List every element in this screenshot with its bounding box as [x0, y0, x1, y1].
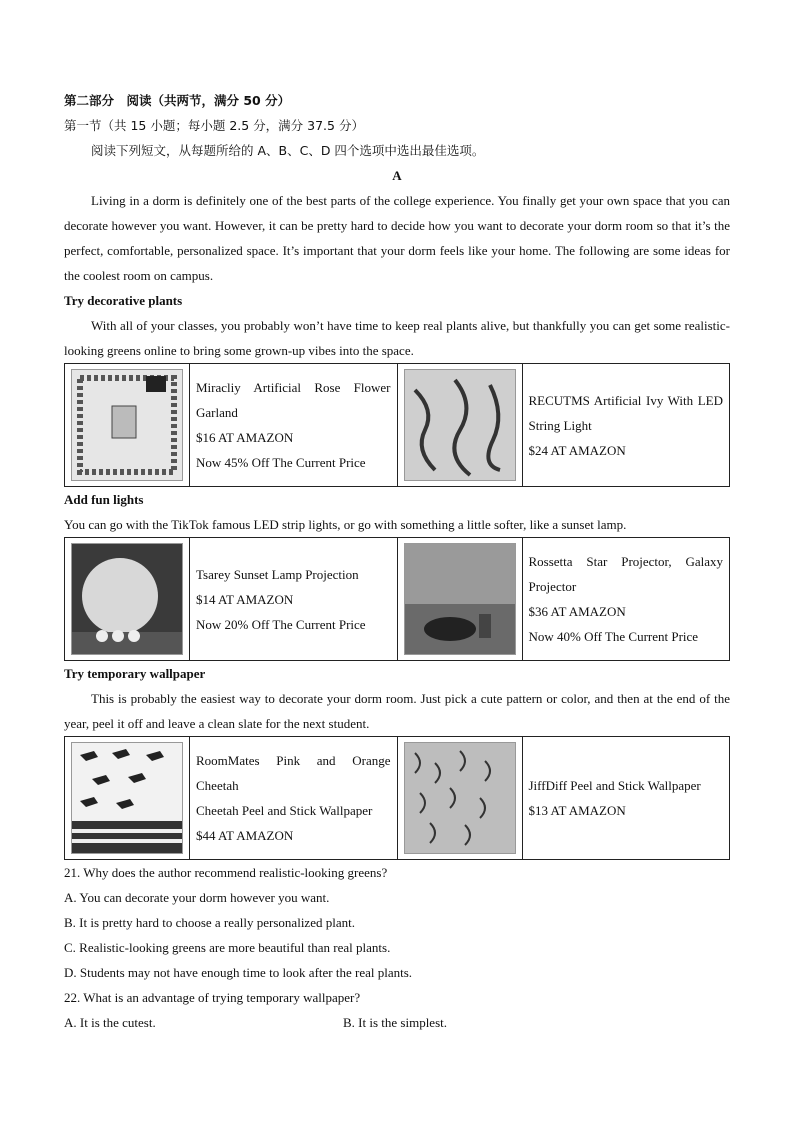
product-price: $36 AT AMAZON [528, 604, 626, 619]
product-name: Rossetta Star Projector, Galaxy Projector [528, 554, 723, 594]
intro-paragraph: Living in a dorm is definitely one of the best parts of the college experience. You finally get your own space that you can decorate however you want. However, it can be pretty hard to decide how you want to decorate your dorm room so that it’s the perfect, comfortable, personalized space. It’s important that your dorm feels like your home. The following are some ideas for the coolest room on campus. [64, 193, 730, 283]
question-option: C. Realistic-looking greens are more beautiful than real plants. [64, 940, 391, 955]
section-text-lights: You can go with the TikTok famous LED strip lights, or go with something a little softer, like a sunset lamp. [64, 517, 627, 532]
exam-page [64, 88, 730, 1035]
product-info [522, 737, 730, 860]
product-info [190, 364, 398, 487]
product-image-cell [397, 364, 522, 487]
product-image-cell [397, 538, 522, 661]
product-price: $44 AT AMAZON [196, 828, 294, 843]
product-info [522, 364, 730, 487]
question-option: D. Students may not have enough time to look after the real plants. [64, 965, 413, 980]
question-option: A. You can decorate your dorm however you want. [64, 890, 330, 905]
section-heading-lights: Add fun lights [64, 492, 144, 507]
instruction: 阅读下列短文，从每题所给的 A、B、C、D 四个选项中选出最佳选项。 [91, 143, 485, 158]
product-table-plants [64, 363, 730, 487]
cheetah-wallpaper-image [71, 742, 183, 854]
product-table-lights [64, 537, 730, 661]
product-price: $14 AT AMAZON [196, 591, 294, 607]
star-projector-image [404, 543, 516, 655]
product-discount: Now 20% Off The Current Price [196, 616, 366, 632]
product-table-wallpaper [64, 736, 730, 860]
product-image-cell [65, 364, 190, 487]
question-stem: 21. Why does the author recommend realistic-looking greens? [64, 865, 388, 880]
section-text-plants: With all of your classes, you probably won’t have time to keep real plants alive, but thankfully you can get some realistic-looking greens online to bring some grown-up vibes into the space. [64, 318, 730, 358]
product-info [522, 538, 730, 661]
sunset-lamp-image [71, 543, 183, 655]
section-text-wallpaper: This is probably the easiest way to decorate your dorm room. Just pick a cute pattern or color, and then at the end of the year, peel it off and leave a clean slate for the next student. [64, 691, 730, 731]
part-title: 第二部分 阅读（共两节，满分 50 分） [64, 93, 291, 108]
section-heading-wallpaper: Try temporary wallpaper [64, 666, 206, 681]
product-name: Tsarey Sunset Lamp Projection [196, 566, 359, 582]
question-option: B. It is the simplest. [343, 1015, 447, 1030]
product-name: JiffDiff Peel and Stick Wallpaper [528, 778, 701, 793]
product-name: Miracliy Artificial Rose Flower Garland [196, 380, 391, 420]
passage-label: A [392, 168, 402, 183]
product-name: RoomMates Pink and Orange Cheetah [196, 753, 391, 793]
product-info [190, 538, 398, 661]
product-price: $13 AT AMAZON [528, 803, 626, 818]
product-price: $16 AT AMAZON [196, 430, 294, 445]
product-discount: Now 45% Off The Current Price [196, 455, 366, 470]
product-discount: Now 40% Off The Current Price [528, 629, 699, 644]
question-stem: 22. What is an advantage of trying temporary wallpaper? [64, 990, 361, 1005]
product-price: $24 AT AMAZON [528, 442, 626, 458]
option-row [64, 1010, 730, 1035]
ivy-light-image [404, 369, 516, 481]
section-title: 第一节（共 15 小题；每小题 2.5 分，满分 37.5 分） [64, 118, 364, 133]
product-subtitle: Cheetah Peel and Stick Wallpaper [196, 803, 373, 818]
product-name: RECUTMS Artificial Ivy With LED String Light [528, 392, 723, 433]
product-image-cell [397, 737, 522, 860]
product-image-cell [65, 538, 190, 661]
product-info [190, 737, 398, 860]
question-option: A. It is the cutest. [64, 1015, 156, 1030]
question-option: B. It is pretty hard to choose a really personalized plant. [64, 915, 355, 930]
section-heading-plants: Try decorative plants [64, 293, 183, 308]
leaf-wallpaper-image [404, 742, 516, 854]
product-image-cell [65, 737, 190, 860]
rose-garland-image [71, 369, 183, 481]
